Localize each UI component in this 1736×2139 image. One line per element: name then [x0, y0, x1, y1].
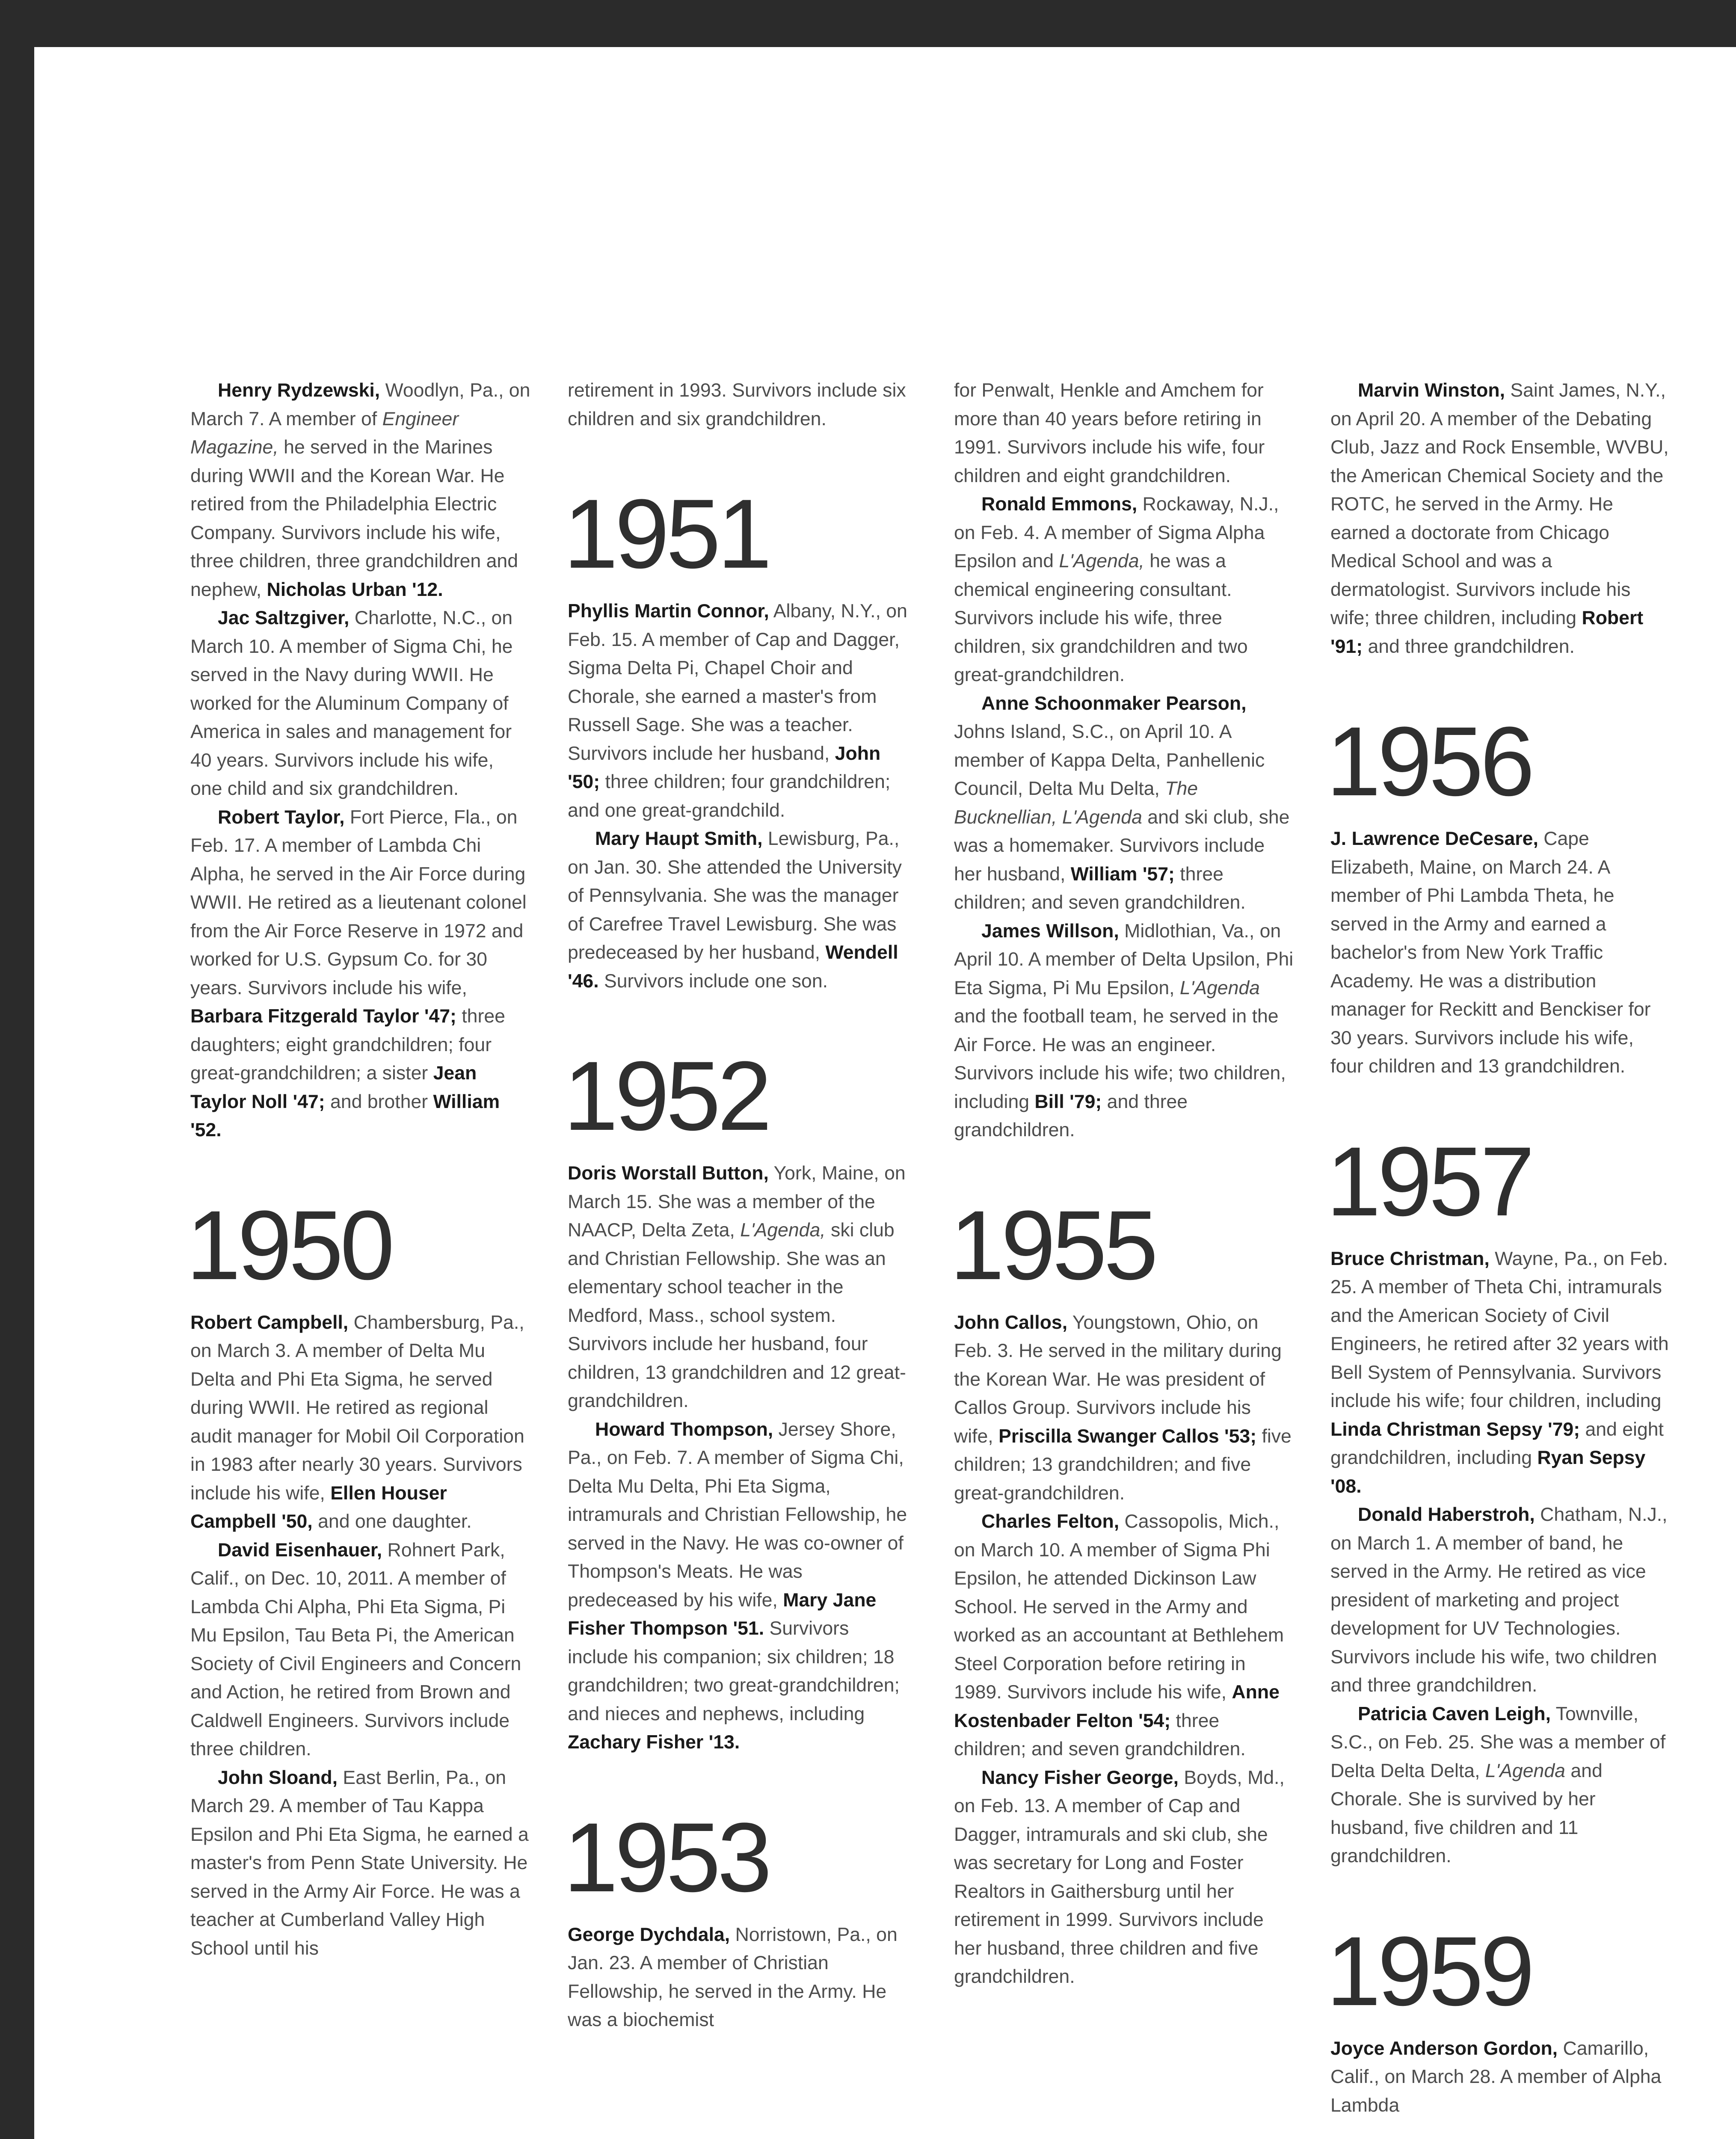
deceased-name: Ronald Emmons, [981, 494, 1138, 515]
obituary-entry: Henry Rydzewski, Woodlyn, Pa., on March 7. A member of Engineer Magazine, he served in the Marines during WWII and the Korean War. He retired from the Philadelphia Electric Company. Survivors include his wife, three children, three grandchildren and nephew, Nicholas Urban '12. [190, 380, 530, 600]
relative-name: Ellen Houser Campbell '50, [190, 1482, 447, 1532]
column-2 [563, 376, 908, 2035]
deceased-name: George Dychdala, [568, 1924, 730, 1945]
obituary-entry: Phyllis Martin Connor, Albany, N.Y., on Feb. 15. A member of Cap and Dagger, Sigma Delta Pi, Chapel Choir and Chorale, she earned a master's from Russell Sage. She was a teacher. Survivors include her husband, John '50; three children; four grandchildren; and one great-grandchild. [568, 601, 907, 821]
deceased-name: James Willson, [981, 920, 1119, 942]
relative-name: Barbara Fitzgerald Taylor '47; [190, 1006, 456, 1027]
obituary-entry: Doris Worstall Button, York, Maine, on March 15. She was a member of the NAACP, Delta Zeta, L'Agenda, ski club and Christian Fellowship. She was an elementary school teacher in the Medford, Mass., school system. Survivors include her husband, four children, 13 grandchildren and 12 great-grandchildren. [568, 1163, 906, 1411]
column-1 [186, 376, 530, 1963]
deceased-name: Robert Taylor, [218, 806, 345, 828]
class-year-heading: 1950 [186, 1190, 391, 1300]
obituary-entry: Robert Taylor, Fort Pierce, Fla., on Feb. 17. A member of Lambda Chi Alpha, he served in the Air Force during WWII. He retired as a lieutenant colonel from the Air Force Reserve in 1972 and worked for U.S. Gypsum Co. for 30 years. Survivors include his wife, Barbara Fitzgerald Taylor '47; three daughters; eight grandchildren; four great-grandchildren; a sister Jean Taylor Noll '47; and brother William '52. [190, 806, 527, 1141]
class-year-heading: 1953 [563, 1802, 769, 1912]
column-4 [1326, 376, 1671, 2120]
deceased-name: Howard Thompson, [595, 1419, 773, 1440]
deceased-name: Anne Schoonmaker Pearson, [981, 693, 1247, 714]
obituary-entry: Nancy Fisher George, Boyds, Md., on Feb. 13. A member of Cap and Dagger, intramurals and ski club, she was secretary for Long and Foster Realtors in Gaithersburg until her retirement in 1999. Survivors include her husband, three children and five grandchildren. [954, 1767, 1285, 1987]
obituary-entry: Bruce Christman, Wayne, Pa., on Feb. 25. A member of Theta Chi, intramurals and the American Society of Civil Engineers, he retired after 32 years with Bell System of Pennsylvania. Survivors include his wife; four children, including Linda Christman Sepsy '79; and eight grandchildren, including Ryan Sepsy '08. [1330, 1248, 1669, 1497]
obituary-entry: Anne Schoonmaker Pearson, Johns Island, S.C., on April 10. A member of Kappa Delta, Panhellenic Council, Delta Mu Delta, The Bucknellian, L'Agenda and ski club, she was a homemaker. Survivors include her husband, William '57; three children; and seven grandchildren. [954, 693, 1290, 913]
relative-name: William '52. [190, 1091, 500, 1141]
relative-name: Wendell '46. [568, 942, 898, 992]
deceased-name: Phyllis Martin Connor, [568, 601, 769, 622]
deceased-name: Patricia Caven Leigh, [1358, 1703, 1551, 1724]
deceased-name: Charles Felton, [981, 1511, 1120, 1532]
class-year-heading: 1959 [1326, 1916, 1532, 2026]
obituary-entry: Donald Haberstroh, Chatham, N.J., on March 1. A member of band, he served in the Army. He retired as vice president of marketing and project development for UV Technologies. Survivors include his wife, two children and three grandchildren. [1330, 1504, 1668, 1696]
deceased-name: John Sloand, [218, 1767, 338, 1788]
relative-name: Linda Christman Sepsy '79; [1330, 1419, 1580, 1440]
relative-name: William '57; [1070, 863, 1175, 885]
deceased-name: David Eisenhauer, [218, 1539, 382, 1561]
obituary-entry: George Dychdala, Norristown, Pa., on Jan. 23. A member of Christian Fellowship, he served in the Army. He was a biochemist [568, 1924, 898, 2030]
relative-name: Nicholas Urban '12. [267, 579, 443, 600]
obituary-entry: Robert Campbell, Chambersburg, Pa., on March 3. A member of Delta Mu Delta and Phi Eta Sigma, he served during WWII. He retired as regional audit manager for Mobil Oil Corporation in 1983 after nearly 30 years. Survivors include his wife, Ellen Houser Campbell '50, and one daughter. [190, 1312, 524, 1532]
obituary-entry: Joyce Anderson Gordon, Camarillo, Calif., on March 28. A member of Alpha Lambda [1330, 2038, 1662, 2116]
deceased-name: Joyce Anderson Gordon, [1330, 2038, 1558, 2059]
relative-name: Mary Jane Fisher Thompson '51. [568, 1589, 877, 1639]
obituary-continuation: retirement in 1993. Survivors include six children and six grandchildren. [568, 380, 906, 430]
obituary-entry: Charles Felton, Cassopolis, Mich., on March 10. A member of Sigma Phi Epsilon, he attended Dickinson Law School. He served in the Army and worked as an accountant at Bethlehem Steel Corporation before retiring in 1989. Survivors include his wife, Anne Kostenbader Felton '54; three children; and seven grandchildren. [954, 1511, 1284, 1760]
obituary-continuation: for Penwalt, Henkle and Amchem for more than 40 years before retiring in 1991. Survivors include his wife, four children and eight grandchildren. [954, 380, 1265, 486]
deceased-name: Doris Worstall Button, [568, 1163, 769, 1184]
relative-name: Ryan Sepsy '08. [1330, 1447, 1646, 1497]
column-3 [950, 376, 1294, 1991]
deceased-name: Marvin Winston, [1358, 380, 1505, 401]
class-year-heading: 1952 [563, 1041, 769, 1151]
relative-name: Priscilla Swanger Callos '53; [998, 1425, 1257, 1447]
relative-name: Robert '91; [1330, 607, 1644, 657]
relative-name: Zachary Fisher '13. [568, 1732, 740, 1753]
obituary-entry: John Sloand, East Berlin, Pa., on March 29. A member of Tau Kappa Epsilon and Phi Eta Sigma, he earned a master's from Penn State University. He served in the Army Air Force. He was a teacher at Cumberland Valley High School until his [190, 1767, 529, 1959]
obituary-entry: Ronald Emmons, Rockaway, N.J., on Feb. 4. A member of Sigma Alpha Epsilon and L'Agenda, he was a chemical engineering consultant. Survivors include his wife, three children, six grandchildren and two great-grandchildren. [954, 494, 1279, 685]
deceased-name: Donald Haberstroh, [1358, 1504, 1535, 1525]
magazine-page [34, 47, 1736, 2139]
obituary-entry: Patricia Caven Leigh, Townville, S.C., on Feb. 25. She was a member of Delta Delta Delta, L'Agenda and Chorale. She is survived by her husband, five children and 11 grandchildren. [1330, 1703, 1666, 1866]
deceased-name: Robert Campbell, [190, 1312, 349, 1333]
obituary-entry: Jac Saltzgiver, Charlotte, N.C., on March 10. A member of Sigma Chi, he served in the Navy during WWII. He worked for the Aluminum Company of America in sales and management for 40 years. Survivors include his wife, one child and six grandchildren. [190, 607, 513, 799]
obituary-entry: David Eisenhauer, Rohnert Park, Calif., on Dec. 10, 2011. A member of Lambda Chi Alpha, Phi Eta Sigma, Pi Mu Epsilon, Tau Beta Pi, the American Society of Civil Engineers and Concern and Action, he retired from Brown and Caldwell Engineers. Survivors include three children. [190, 1539, 521, 1760]
deceased-name: J. Lawrence DeCesare, [1330, 828, 1538, 849]
obituary-entry: J. Lawrence DeCesare, Cape Elizabeth, Maine, on March 24. A member of Phi Lambda Theta, he served in the Army and earned a bachelor's from New York Traffic Academy. He was a distribution manager for Reckitt and Benckiser for 30 years. Survivors include his wife, four children and 13 grandchildren. [1330, 828, 1651, 1077]
class-year-heading: 1957 [1326, 1126, 1532, 1236]
deceased-name: Henry Rydzewski, [218, 380, 380, 401]
obituary-entry: Mary Haupt Smith, Lewisburg, Pa., on Jan. 30. She attended the University of Pennsylvania. She was the manager of Carefree Travel Lewisburg. She was predeceased by her husband, Wendell '46. Survivors include one son. [568, 828, 902, 992]
relative-name: Anne Kostenbader Felton '54; [954, 1682, 1280, 1731]
obituary-entry: Marvin Winston, Saint James, N.Y., on April 20. A member of the Debating Club, Jazz and Rock Ensemble, WVBU, the American Chemical Society and the ROTC, he served in the Army. He earned a doctorate from Chicago Medical School and was a dermatologist. Survivors include his wife; three children, including Robert '91; and three grandchildren. [1330, 380, 1669, 657]
obituary-entry: James Willson, Midlothian, Va., on April 10. A member of Delta Upsilon, Phi Eta Sigma, Pi Mu Epsilon, L'Agenda and the football team, he served in the Air Force. He was an engineer. Survivors include his wife; two children, including Bill '79; and three grandchildren. [954, 920, 1294, 1141]
deceased-name: Mary Haupt Smith, [595, 828, 763, 849]
relative-name: John '50; [568, 743, 881, 792]
obituary-entry: Howard Thompson, Jersey Shore, Pa., on Feb. 7. A member of Sigma Chi, Delta Mu Delta, Phi Eta Sigma, intramurals and Christian Fellowship, he served in the Navy. He was co-owner of Thompson's Meats. He was predeceased by his wife, Mary Jane Fisher Thompson '51. Survivors include his companion; six children; 18 grandchildren; two great-grandchildren; and nieces and nephews, including Zachary Fisher '13. [568, 1419, 907, 1753]
deceased-name: Bruce Christman, [1330, 1248, 1490, 1269]
class-year-heading: 1956 [1326, 706, 1532, 816]
deceased-name: John Callos, [954, 1312, 1068, 1333]
class-year-heading: 1955 [950, 1190, 1155, 1300]
deceased-name: Nancy Fisher George, [981, 1767, 1179, 1788]
class-year-heading: 1951 [563, 479, 769, 589]
relative-name: Bill '79; [1034, 1091, 1102, 1112]
obituary-entry: John Callos, Youngstown, Ohio, on Feb. 3. He served in the military during the Korean War. He was president of Callos Group. Survivors include his wife, Priscilla Swanger Callos '53; five children; 13 grandchildren; and five great-grandchildren. [954, 1312, 1292, 1504]
relative-name: Jean Taylor Noll '47; [190, 1063, 477, 1112]
deceased-name: Jac Saltzgiver, [218, 607, 350, 628]
